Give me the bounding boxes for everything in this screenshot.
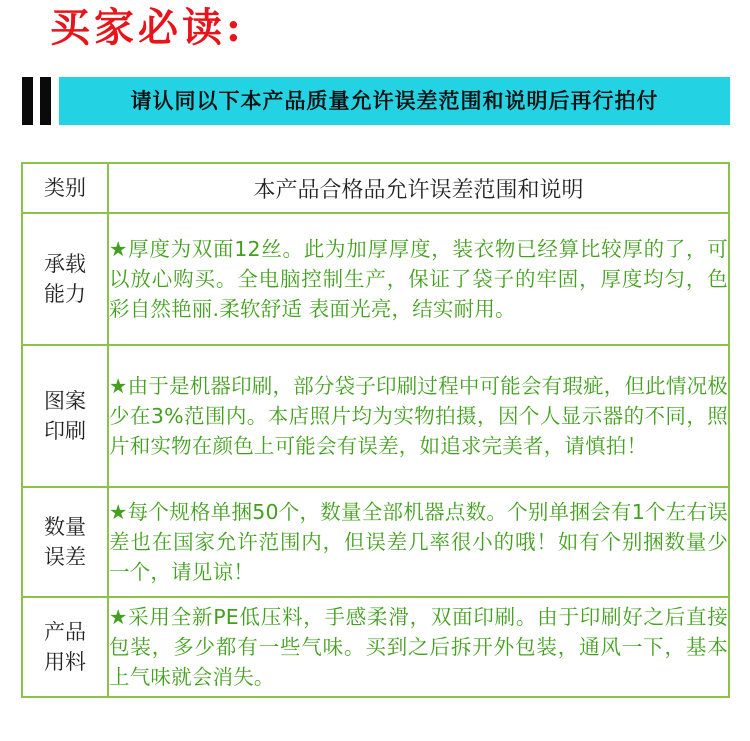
table-row: [22, 597, 729, 697]
table-header-row: [22, 163, 729, 213]
row-category: [22, 597, 108, 697]
category-line: 数量: [44, 515, 86, 539]
table-row: [22, 345, 729, 487]
header-description: 本产品合格品允许误差范围和说明: [108, 163, 729, 213]
banner-accent-bar: [22, 77, 33, 125]
row-category: [22, 345, 108, 487]
category-line: 产品: [44, 620, 86, 644]
banner-accent-bar: [40, 77, 51, 125]
row-description: ★每个规格单捆50个，数量全部机器点数。个别单捆会有1个左右误差也在国家允许范围内，但误差几率很小的哦！如有个别捆数量少一个，请见谅！: [108, 487, 729, 597]
category-line: 能力: [44, 282, 86, 306]
row-description: ★采用全新PE低压料，手感柔滑，双面印刷。由于印刷好之后直接包装，多少都有一些气味。买到之后拆开外包装，通风一下，基本上气味就会消失。: [108, 597, 729, 697]
header-category: 类别: [22, 163, 108, 213]
category-line: 印刷: [44, 419, 86, 443]
category-line: 用料: [44, 650, 86, 674]
notice-banner: [22, 77, 730, 125]
row-description: ★由于是机器印刷，部分袋子印刷过程中可能会有瑕疵，但此情况极少在3%范围内。本店照片均为实物拍摄，因个人显示器的不同，照片和实物在颜色上可能会有误差，如追求完美者，请慎拍！: [108, 345, 729, 487]
spec-table: [21, 162, 730, 698]
row-category: [22, 213, 108, 345]
page-title: 买家必读:: [50, 4, 245, 51]
category-line: 承载: [44, 252, 86, 276]
table-row: [22, 487, 729, 597]
banner-box: [59, 77, 730, 125]
banner-text: 请认同以下本产品质量允许误差范围和说明后再行拍付: [130, 88, 659, 113]
row-description: ★厚度为双面12丝。此为加厚厚度，装衣物已经算比较厚的了，可以放心购买。全电脑控制生产，保证了袋子的牢固，厚度均匀，色彩自然艳丽.柔软舒适 表面光亮，结实耐用。: [108, 213, 729, 345]
category-line: 误差: [44, 545, 86, 569]
row-category: [22, 487, 108, 597]
category-line: 图案: [44, 389, 86, 413]
table-row: [22, 213, 729, 345]
